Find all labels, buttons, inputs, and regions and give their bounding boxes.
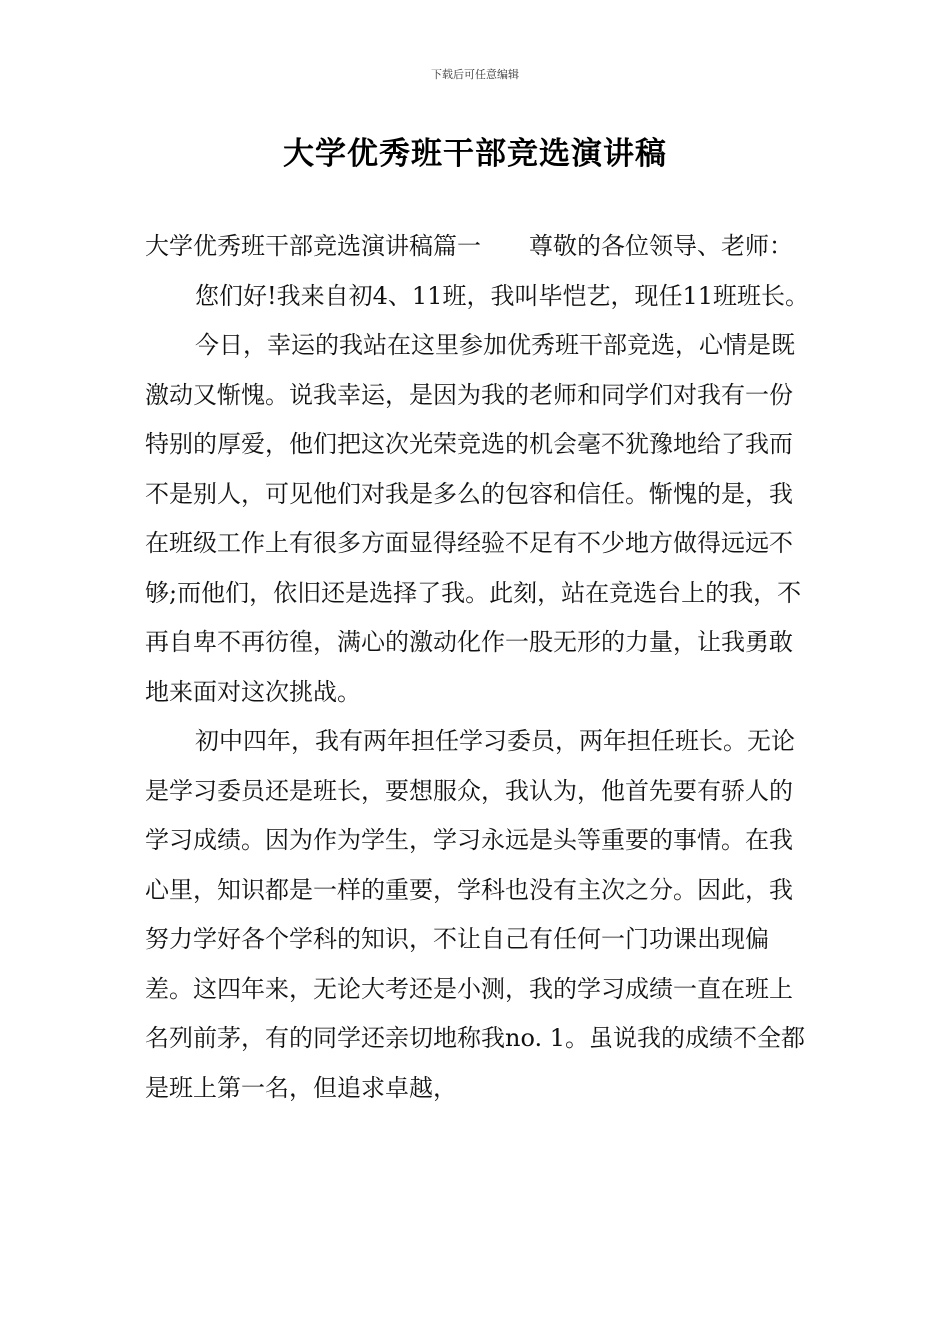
paragraph-3: 初中四年，我有两年担任学习委员，两年担任班长。无论是学习委员还是班长，要想服众，我认为，他首先要有骄人的学习成绩。因为作为学生，学习永远是头等重要的事情。在我心里，知识都是一样的重要，学科也没有主次之分。因此，我努力学好各个学科的知识，不让自己有任何一门功课出现偏差。这四年来，无论大考还是小测，我的学习成绩一直在班上名列前茅，有的同学还亲切地称我no. 1。虽说我的成绩不全都是班上第一名，但追求卓越， [145, 727, 806, 1102]
document-body [145, 222, 810, 1113]
section-heading: 大学优秀班干部竞选演讲稿篇一 [145, 232, 481, 260]
header-note: 下载后可任意编辑 [431, 68, 519, 81]
document-title: 大学优秀班干部竞选演讲稿 [283, 136, 667, 172]
paragraph-2: 今日，幸运的我站在这里参加优秀班干部竞选，心情是既激动又惭愧。说我幸运，是因为我的老师和同学们对我有一份特别的厚爱，他们把这次光荣竞选的机会毫不犹豫地给了我而不是别人，可见他们对我是多么的包容和信任。惭愧的是，我在班级工作上有很多方面显得经验不足有不少地方做得远远不够;而他们，依旧还是选择了我。此刻，站在竞选台上的我，不再自卑不再彷徨，满心的激动化作一股无形的力量，让我勇敢地来面对这次挑战。 [145, 331, 802, 706]
salutation: 尊敬的各位领导、老师： [529, 232, 793, 260]
paragraph-1: 您们好!我来自初4、11班，我叫毕恺艺，现任11班班长。 [195, 281, 809, 310]
opening-paragraph [145, 222, 810, 272]
